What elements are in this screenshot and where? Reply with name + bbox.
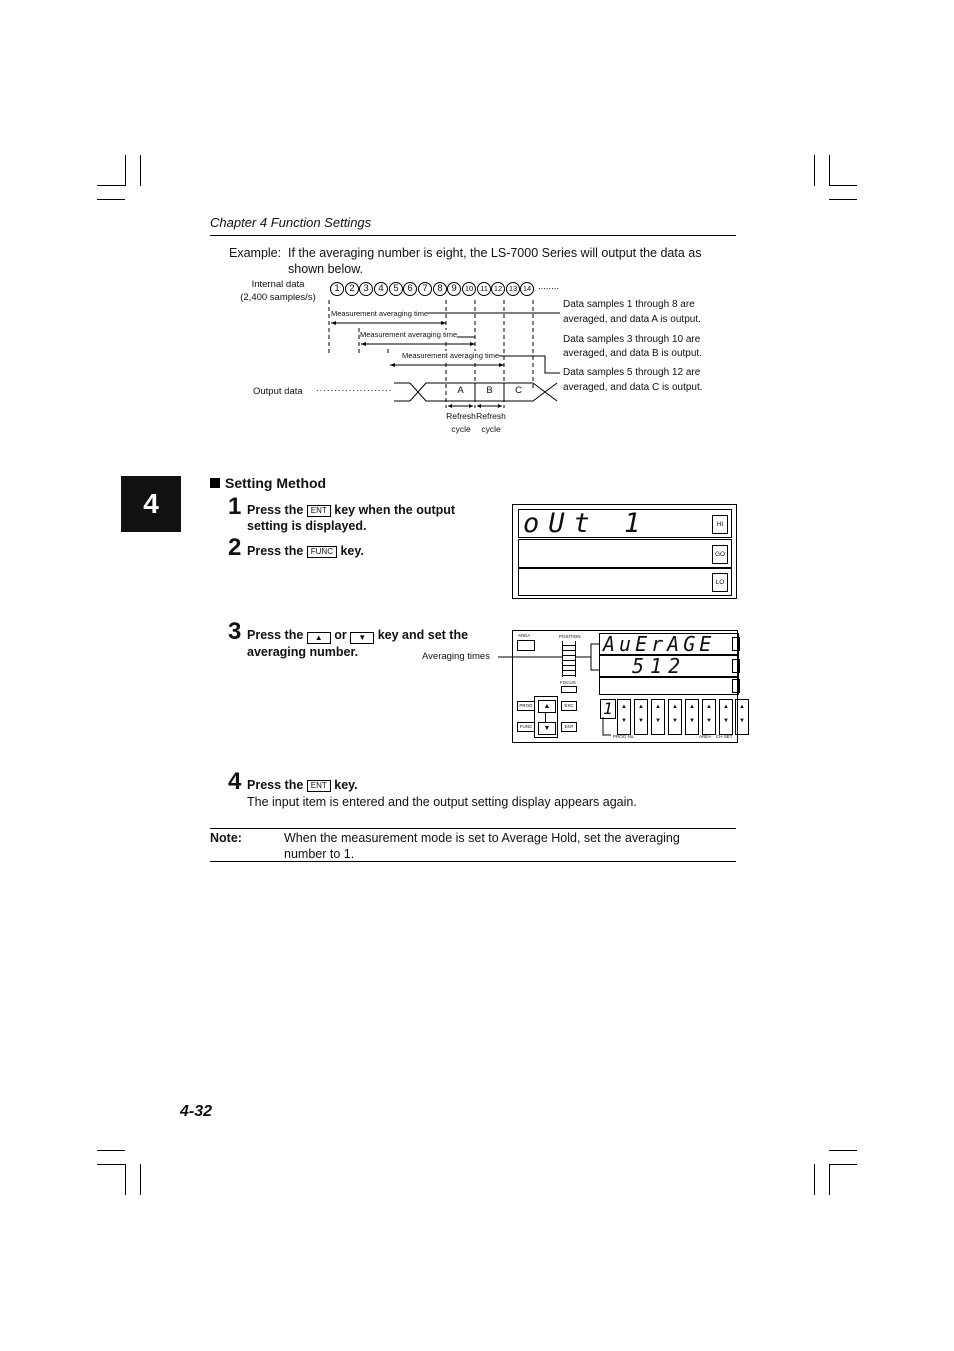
step-text: Press the — [247, 503, 304, 517]
step-text: Press the — [247, 544, 304, 558]
sample-circle: 8 — [433, 282, 447, 296]
chapter-header: Chapter 4 Function Settings — [210, 215, 372, 230]
seven-seg-text: AuErAGE — [603, 632, 716, 656]
sample-circle: 14 — [520, 282, 534, 296]
arrow-divider — [545, 712, 546, 722]
step-text: key and set the — [377, 628, 469, 642]
area-label-2: AREA — [699, 734, 712, 739]
output-cell-c: C — [515, 385, 522, 396]
panel-indicator — [732, 637, 740, 651]
ch-set-label: CH SET — [716, 734, 733, 739]
ent-key-icon: ENT — [307, 505, 331, 517]
averaging-time-label: Measurement averaging time — [402, 351, 500, 360]
averaging-time-label: Measurement averaging time — [360, 330, 458, 339]
digit-adjust-key[interactable]: ▲ ▼ — [702, 699, 716, 735]
averaging-times-callout: Averaging times — [422, 651, 490, 662]
diagram-note-a-1: Data samples 1 through 8 are — [563, 299, 695, 310]
chapter-tab: 4 — [121, 476, 181, 532]
area-box — [517, 640, 535, 651]
panel-indicator — [732, 679, 740, 693]
sample-circle: 1 — [330, 282, 344, 296]
averaging-time-label: Measurement averaging time — [331, 309, 429, 318]
internal-data-label: Internal data — [251, 279, 305, 290]
output-cell-a: A — [457, 385, 464, 396]
up-arrow-key[interactable]: ▲ — [538, 700, 556, 713]
sample-continuation: ........ — [538, 281, 560, 292]
prog-key[interactable]: PROG — [517, 701, 535, 711]
func-key-icon: FUNC — [307, 546, 337, 558]
sample-circle: 3 — [359, 282, 373, 296]
display-line-3 — [518, 568, 732, 596]
diagram-note-b-2: averaged, and data B is output. — [563, 348, 702, 359]
down-arrow-key[interactable]: ▼ — [538, 722, 556, 735]
example-text-2: shown below. — [288, 262, 364, 276]
focus-label: FOCUS — [560, 680, 576, 685]
output-data-leader: ..................... — [316, 383, 393, 394]
panel-display-line-1 — [599, 633, 739, 655]
output-data-label: Output data — [253, 386, 303, 397]
prog-no-label: PROG No. — [613, 734, 635, 739]
note-text-2: number to 1. — [284, 847, 355, 861]
area-label: AREA — [518, 633, 531, 638]
step-1-text — [247, 502, 455, 534]
step-text: or — [334, 628, 347, 642]
step-text: key. — [340, 544, 364, 558]
display-line-2 — [518, 539, 732, 568]
diagram-note-a-2: averaged, and data A is output. — [563, 314, 701, 325]
panel-display-line-2 — [599, 655, 739, 677]
step-number: 4 — [228, 768, 242, 795]
diagram-note-c-1: Data samples 5 through 12 are — [563, 367, 701, 378]
seven-seg-text: 512 — [632, 654, 687, 678]
step-text: Press the — [247, 628, 304, 642]
sample-circle: 6 — [403, 282, 417, 296]
digit-adjust-key[interactable]: ▲ ▼ — [617, 699, 631, 735]
go-indicator: GO — [712, 545, 728, 564]
sample-circle: 5 — [389, 282, 403, 296]
seven-seg-text: oUt 1 — [523, 508, 650, 539]
step-text: averaging number. — [247, 645, 359, 659]
cycle-label: cycle — [481, 424, 501, 434]
refresh-label: Refresh — [446, 411, 476, 421]
step-4-body: The input item is entered and the output setting display appears again. — [247, 795, 637, 809]
step-2-text — [247, 543, 364, 559]
sample-circle: 9 — [447, 282, 461, 296]
sample-circle: 10 — [462, 282, 476, 296]
digit-adjust-key[interactable]: ▲ ▼ — [651, 699, 665, 735]
example-text-1: If the averaging number is eight, the LS-7000 Series will output the data as — [288, 246, 702, 260]
sample-circle: 13 — [506, 282, 520, 296]
up-arrow-key-icon: ▲ — [307, 632, 331, 644]
diagram-note-b-1: Data samples 3 through 10 are — [563, 334, 701, 345]
step-text: setting is displayed. — [247, 519, 367, 533]
hi-indicator: HI — [712, 515, 728, 534]
square-bullet-icon — [210, 478, 220, 488]
sample-circle: 2 — [345, 282, 359, 296]
display-panel-2 — [512, 630, 745, 743]
sample-circle: 11 — [477, 282, 491, 296]
position-bar — [562, 641, 576, 677]
lo-indicator: LO — [712, 573, 728, 592]
diagram-note-c-2: averaged, and data C is output. — [563, 382, 703, 393]
step-number: 3 — [228, 618, 242, 645]
section-title — [210, 475, 326, 491]
panel-display-line-3 — [599, 677, 739, 695]
note-rule-top — [210, 828, 736, 829]
esc-key[interactable]: ESC — [561, 701, 577, 711]
func-key[interactable]: FUNC — [517, 722, 535, 732]
digit-adjust-key[interactable]: ▲ ▼ — [685, 699, 699, 735]
digit-adjust-key[interactable]: ▲ ▼ — [634, 699, 648, 735]
step-text: key when the output — [334, 503, 456, 517]
page-number: 4-32 — [180, 1103, 213, 1120]
arrow-key-group — [534, 696, 558, 738]
down-arrow-key-icon: ▼ — [350, 632, 374, 644]
sample-circle: 7 — [418, 282, 432, 296]
step-number: 2 — [228, 534, 242, 561]
display-panel-1 — [512, 504, 737, 599]
output-cell-b: B — [486, 385, 493, 396]
prog-no-digit: 1 — [600, 699, 616, 719]
note-rule-bottom — [210, 861, 736, 862]
position-label: POSITION — [559, 634, 581, 639]
section-title-text: Setting Method — [225, 475, 327, 491]
step-number: 1 — [228, 493, 242, 520]
refresh-label: Refresh — [476, 411, 506, 421]
digit-adjust-key[interactable]: ▲ ▼ — [735, 699, 749, 735]
sample-circle: 4 — [374, 282, 388, 296]
display-line-1 — [518, 509, 732, 538]
ent-key-icon: ENT — [307, 780, 331, 792]
note-text-1: When the measurement mode is set to Average Hold, set the averaging — [284, 831, 680, 845]
cycle-label: cycle — [451, 424, 471, 434]
sample-circle: 12 — [491, 282, 505, 296]
step-4-text — [247, 777, 358, 793]
panel-indicator — [732, 659, 740, 673]
example-label: Example: — [229, 246, 282, 260]
digit-key-row — [617, 699, 745, 733]
timing-diagram-lines — [0, 0, 954, 450]
step-text: Press the — [247, 778, 304, 792]
ent-key[interactable]: ENT — [561, 722, 577, 732]
internal-data-rate: (2,400 samples/s) — [240, 292, 316, 303]
digit-adjust-key[interactable]: ▲ ▼ — [668, 699, 682, 735]
digit-adjust-key[interactable]: ▲ ▼ — [719, 699, 733, 735]
focus-box — [561, 686, 577, 693]
note-label: Note: — [210, 831, 242, 845]
step-text: key. — [334, 778, 358, 792]
